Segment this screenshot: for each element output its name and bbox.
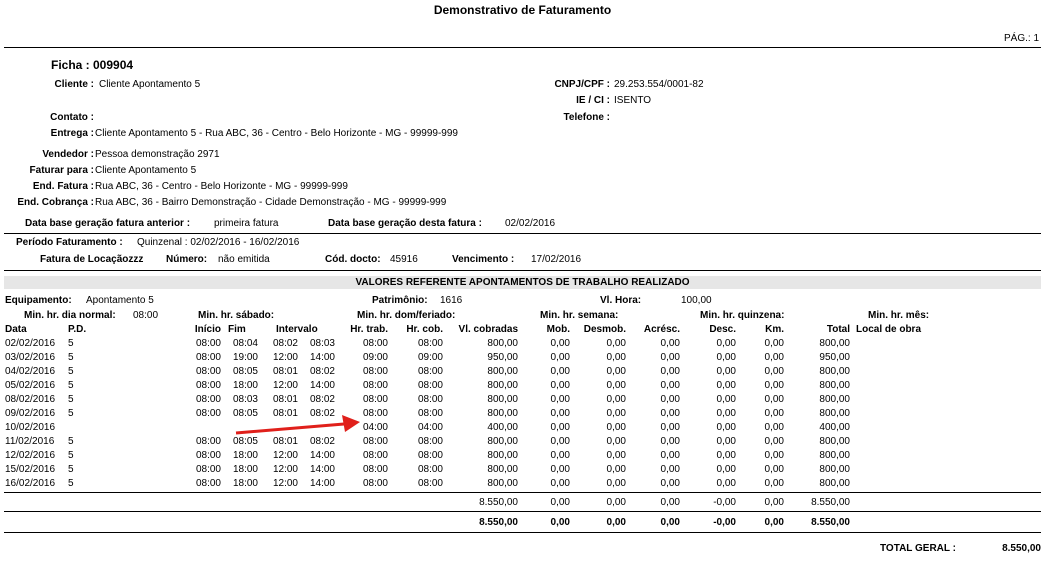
column-header-total: Total <box>826 324 850 335</box>
cell-vlcob: 800,00 <box>487 450 518 461</box>
cell-pd: 5 <box>68 450 74 461</box>
faturar-value: Cliente Apontamento 5 <box>95 165 197 176</box>
cell-mob: 0,00 <box>550 366 570 377</box>
cell-data: 02/02/2016 <box>5 338 56 349</box>
cell-data: 15/02/2016 <box>5 464 56 475</box>
cell-hrcob: 08:00 <box>417 436 443 447</box>
patrimonio-value: 1616 <box>440 295 463 306</box>
cell-hrcob: 08:00 <box>417 380 443 391</box>
cell-acresc: 0,00 <box>660 408 680 419</box>
column-header-desc: Desc. <box>709 324 736 335</box>
fatura-locacao-label: Fatura de Locaçãozzz <box>40 254 144 265</box>
min-semana-label: Min. hr. semana: <box>540 310 619 321</box>
cell-fim: 08:05 <box>232 366 258 377</box>
cell-desc: 0,00 <box>716 450 736 461</box>
cell-inicio: 08:00 <box>195 450 221 461</box>
cnpj-label: CNPJ/CPF : <box>554 79 610 90</box>
cell-mob: 0,00 <box>550 338 570 349</box>
grandtotal-total: 8.550,00 <box>811 517 850 528</box>
column-header-hrtrab: Hr. trab. <box>350 324 388 335</box>
database-anterior-value: primeira fatura <box>214 218 279 229</box>
cell-mob: 0,00 <box>550 352 570 363</box>
cliente-label: Cliente : <box>54 79 94 90</box>
subtotal-desmob: 0,00 <box>606 497 626 508</box>
cell-km: 0,00 <box>764 380 784 391</box>
cell-total: 400,00 <box>819 422 850 433</box>
report-title: Demonstrativo de Faturamento <box>433 3 612 17</box>
ie-label: IE / CI : <box>576 95 610 106</box>
column-header-desmob: Desmob. <box>583 324 626 335</box>
column-header-data: Data <box>5 324 27 335</box>
vendedor-value: Pessoa demonstração 2971 <box>95 149 220 160</box>
cell-pd: 5 <box>68 394 74 405</box>
cell-hrcob: 08:00 <box>417 450 443 461</box>
cell-desc: 0,00 <box>716 464 736 475</box>
cell-hrtrab: 08:00 <box>362 436 388 447</box>
cell-desmob: 0,00 <box>606 478 626 489</box>
cell-total: 800,00 <box>819 338 850 349</box>
cell-hrcob: 08:00 <box>417 464 443 475</box>
cell-km: 0,00 <box>764 450 784 461</box>
grandtotal-mob: 0,00 <box>550 517 570 528</box>
cell-mob: 0,00 <box>550 450 570 461</box>
periodo-value: Quinzenal : 02/02/2016 - 16/02/2016 <box>137 237 300 248</box>
cell-int1: 08:01 <box>272 408 298 419</box>
cell-desmob: 0,00 <box>606 338 626 349</box>
database-anterior-label: Data base geração fatura anterior : <box>25 218 191 229</box>
cell-data: 12/02/2016 <box>5 450 56 461</box>
page-number: PÁG.: 1 <box>1003 33 1039 44</box>
cell-inicio: 08:00 <box>195 380 221 391</box>
column-header-mob: Mob. <box>546 324 570 335</box>
cell-hrtrab: 08:00 <box>362 380 388 391</box>
cell-desmob: 0,00 <box>606 422 626 433</box>
cell-inicio: 08:00 <box>195 464 221 475</box>
cell-acresc: 0,00 <box>660 338 680 349</box>
endfatura-label: End. Fatura : <box>32 181 94 192</box>
cell-km: 0,00 <box>764 408 784 419</box>
cell-int1: 12:00 <box>272 380 298 391</box>
cell-hrtrab: 08:00 <box>362 464 388 475</box>
cell-data: 11/02/2016 <box>5 436 55 447</box>
cell-km: 0,00 <box>764 422 784 433</box>
cell-int1: 12:00 <box>272 352 298 363</box>
cell-int2: 14:00 <box>309 464 335 475</box>
cell-int1: 08:01 <box>272 394 298 405</box>
cell-mob: 0,00 <box>550 464 570 475</box>
section-banner-title: VALORES REFERENTE APONTAMENTOS DE TRABALHO REALIZADO <box>355 277 690 288</box>
column-header-inicio: Início <box>194 324 221 335</box>
cell-desc: 0,00 <box>716 394 736 405</box>
cell-fim: 08:05 <box>232 408 258 419</box>
subtotal-km: 0,00 <box>764 497 784 508</box>
cell-data: 08/02/2016 <box>5 394 56 405</box>
cell-int1: 12:00 <box>272 478 298 489</box>
telefone-label: Telefone : <box>563 112 610 123</box>
cell-hrcob: 08:00 <box>417 366 443 377</box>
cell-vlcob: 800,00 <box>487 436 518 447</box>
cell-int1: 08:02 <box>272 338 298 349</box>
cell-hrcob: 08:00 <box>417 338 443 349</box>
cell-pd: 5 <box>68 436 74 447</box>
cell-fim: 18:00 <box>232 380 258 391</box>
cell-total: 950,00 <box>819 352 850 363</box>
cell-vlcob: 800,00 <box>487 408 518 419</box>
cell-fim: 18:00 <box>232 450 258 461</box>
subtotal-total: 8.550,00 <box>811 497 850 508</box>
cell-pd: 5 <box>68 352 74 363</box>
cell-acresc: 0,00 <box>660 366 680 377</box>
cell-km: 0,00 <box>764 352 784 363</box>
grandtotal-divider-bottom <box>4 532 1041 533</box>
cell-acresc: 0,00 <box>660 478 680 489</box>
cell-hrtrab: 08:00 <box>362 394 388 405</box>
min-mes-label: Min. hr. mês: <box>868 310 930 321</box>
cell-acresc: 0,00 <box>660 394 680 405</box>
cell-mob: 0,00 <box>550 408 570 419</box>
subtotal-mob: 0,00 <box>550 497 570 508</box>
cell-total: 800,00 <box>819 450 850 461</box>
cell-hrcob: 04:00 <box>417 422 443 433</box>
cell-int2: 08:03 <box>309 338 335 349</box>
cell-pd: 5 <box>68 478 74 489</box>
cell-int2: 14:00 <box>309 380 335 391</box>
column-header-vlcob: Vl. cobradas <box>458 324 518 335</box>
cell-desmob: 0,00 <box>606 394 626 405</box>
cell-mob: 0,00 <box>550 380 570 391</box>
cell-total: 800,00 <box>819 394 850 405</box>
cell-desc: 0,00 <box>716 422 736 433</box>
cell-pd: 5 <box>68 366 74 377</box>
cell-acresc: 0,00 <box>660 464 680 475</box>
ie-value: ISENTO <box>614 95 652 106</box>
column-header-local: Local de obra <box>856 324 922 335</box>
cell-int1: 08:01 <box>272 366 298 377</box>
periodo-label: Período Faturamento : <box>16 237 123 248</box>
cell-desmob: 0,00 <box>606 366 626 377</box>
cnpj-value: 29.253.554/0001-82 <box>614 79 704 90</box>
endcobranca-value: Rua ABC, 36 - Bairro Demonstração - Cidade Demonstração - MG - 99999-999 <box>95 197 447 208</box>
equipamento-value: Apontamento 5 <box>86 295 154 306</box>
cell-total: 800,00 <box>819 478 850 489</box>
cell-hrtrab: 08:00 <box>362 450 388 461</box>
cell-inicio: 08:00 <box>195 366 221 377</box>
subtotal-divider <box>4 492 1041 493</box>
cell-acresc: 0,00 <box>660 380 680 391</box>
cell-inicio: 08:00 <box>195 394 221 405</box>
numero-label: Número: <box>166 254 208 265</box>
cell-hrtrab: 08:00 <box>362 366 388 377</box>
grandtotal-divider-top <box>4 511 1041 512</box>
cell-km: 0,00 <box>764 478 784 489</box>
coddocto-label: Cód. docto: <box>325 254 381 265</box>
cell-pd: 5 <box>68 464 74 475</box>
cell-mob: 0,00 <box>550 478 570 489</box>
cell-int1: 12:00 <box>272 464 298 475</box>
cell-inicio: 08:00 <box>195 478 221 489</box>
cell-data: 10/02/2016 <box>5 422 56 433</box>
cell-desc: 0,00 <box>716 380 736 391</box>
coddocto-value: 45916 <box>390 254 418 265</box>
vendedor-label: Vendedor : <box>42 149 94 160</box>
min-normal-value: 08:00 <box>133 310 159 321</box>
cell-acresc: 0,00 <box>660 352 680 363</box>
cliente-value: Cliente Apontamento 5 <box>99 79 201 90</box>
cell-data: 03/02/2016 <box>5 352 56 363</box>
cell-vlcob: 800,00 <box>487 394 518 405</box>
cell-int2: 08:02 <box>309 394 335 405</box>
cell-pd: 5 <box>68 408 74 419</box>
cell-fim: 18:00 <box>232 464 258 475</box>
cell-hrcob: 09:00 <box>417 352 443 363</box>
cell-desc: 0,00 <box>716 338 736 349</box>
endcobranca-label: End. Cobrança : <box>17 197 94 208</box>
contato-label: Contato : <box>50 112 94 123</box>
cell-acresc: 0,00 <box>660 422 680 433</box>
cell-fim: 08:05 <box>232 436 258 447</box>
entrega-label: Entrega : <box>50 128 94 139</box>
cell-km: 0,00 <box>764 394 784 405</box>
column-header-pd: P.D. <box>68 324 87 335</box>
total-geral-label: TOTAL GERAL : <box>880 543 956 554</box>
cell-vlcob: 800,00 <box>487 338 518 349</box>
vlhora-label: Vl. Hora: <box>600 295 642 306</box>
cell-km: 0,00 <box>764 464 784 475</box>
cell-data: 04/02/2016 <box>5 366 56 377</box>
subtotal-vlcob: 8.550,00 <box>479 497 518 508</box>
cell-desc: 0,00 <box>716 366 736 377</box>
cell-vlcob: 800,00 <box>487 478 518 489</box>
grandtotal-km: 0,00 <box>764 517 784 528</box>
column-header-fim: Fim <box>228 324 246 335</box>
vlhora-value: 100,00 <box>681 295 712 306</box>
cell-inicio: 08:00 <box>195 408 221 419</box>
patrimonio-label: Patrimônio: <box>372 295 428 306</box>
grandtotal-vlcob: 8.550,00 <box>479 517 518 528</box>
cell-int2: 08:02 <box>309 366 335 377</box>
cell-inicio: 08:00 <box>195 338 221 349</box>
cell-int1: 08:01 <box>272 436 298 447</box>
min-sabado-label: Min. hr. sábado: <box>198 310 275 321</box>
total-geral-value: 8.550,00 <box>1002 543 1041 554</box>
cell-hrtrab: 08:00 <box>362 338 388 349</box>
cell-mob: 0,00 <box>550 422 570 433</box>
cell-desmob: 0,00 <box>606 380 626 391</box>
cell-vlcob: 800,00 <box>487 366 518 377</box>
cell-pd: 5 <box>68 380 74 391</box>
cell-hrtrab: 09:00 <box>362 352 388 363</box>
cell-acresc: 0,00 <box>660 450 680 461</box>
cell-int1: 12:00 <box>272 450 298 461</box>
cell-data: 05/02/2016 <box>5 380 56 391</box>
cell-total: 800,00 <box>819 408 850 419</box>
cell-fim: 08:03 <box>232 394 258 405</box>
cell-mob: 0,00 <box>550 436 570 447</box>
cell-inicio: 08:00 <box>195 436 221 447</box>
cell-int2: 14:00 <box>309 450 335 461</box>
cell-km: 0,00 <box>764 338 784 349</box>
cell-fim: 18:00 <box>232 478 258 489</box>
cell-desc: 0,00 <box>716 478 736 489</box>
cell-desc: 0,00 <box>716 436 736 447</box>
column-header-hrcob: Hr. cob. <box>406 324 443 335</box>
cell-km: 0,00 <box>764 436 784 447</box>
cell-int2: 08:02 <box>309 436 335 447</box>
cell-data: 09/02/2016 <box>5 408 56 419</box>
cell-inicio: 08:00 <box>195 352 221 363</box>
cell-total: 800,00 <box>819 464 850 475</box>
cell-desc: 0,00 <box>716 408 736 419</box>
cell-int2: 14:00 <box>309 478 335 489</box>
cell-hrtrab: 04:00 <box>362 422 388 433</box>
cell-total: 800,00 <box>819 436 850 447</box>
cell-hrcob: 08:00 <box>417 394 443 405</box>
min-normal-label: Min. hr. dia normal: <box>24 310 116 321</box>
cell-desmob: 0,00 <box>606 464 626 475</box>
cell-total: 800,00 <box>819 366 850 377</box>
cell-vlcob: 950,00 <box>487 352 518 363</box>
grandtotal-desc: -0,00 <box>713 517 736 528</box>
cell-desc: 0,00 <box>716 352 736 363</box>
faturar-label: Faturar para : <box>29 165 94 176</box>
cell-vlcob: 800,00 <box>487 464 518 475</box>
cell-data: 16/02/2016 <box>5 478 56 489</box>
database-atual-label: Data base geração desta fatura : <box>328 218 482 229</box>
column-header-acresc: Acrésc. <box>643 324 680 335</box>
cell-vlcob: 800,00 <box>487 380 518 391</box>
cell-hrtrab: 08:00 <box>362 408 388 419</box>
entrega-value: Cliente Apontamento 5 - Rua ABC, 36 - Centro - Belo Horizonte - MG - 99999-999 <box>95 128 458 139</box>
cell-fim: 08:04 <box>232 338 258 349</box>
database-atual-value: 02/02/2016 <box>505 218 556 229</box>
equipamento-label: Equipamento: <box>5 295 72 306</box>
cell-hrcob: 08:00 <box>417 408 443 419</box>
min-domferiado-label: Min. hr. dom/feriado: <box>357 310 456 321</box>
endfatura-value: Rua ABC, 36 - Centro - Belo Horizonte - MG - 99999-999 <box>95 181 348 192</box>
cell-desmob: 0,00 <box>606 436 626 447</box>
cell-desmob: 0,00 <box>606 450 626 461</box>
grandtotal-desmob: 0,00 <box>606 517 626 528</box>
cell-vlcob: 400,00 <box>487 422 518 433</box>
cell-int2: 08:02 <box>309 408 335 419</box>
vencimento-value: 17/02/2016 <box>531 254 582 265</box>
min-quinzena-label: Min. hr. quinzena: <box>700 310 785 321</box>
subtotal-acresc: 0,00 <box>660 497 680 508</box>
subtotal-desc: -0,00 <box>713 497 736 508</box>
cell-mob: 0,00 <box>550 394 570 405</box>
cell-hrtrab: 08:00 <box>362 478 388 489</box>
vencimento-label: Vencimento : <box>452 254 515 265</box>
grandtotal-acresc: 0,00 <box>660 517 680 528</box>
cell-total: 800,00 <box>819 380 850 391</box>
ficha-number: Ficha : 009904 <box>51 58 134 72</box>
cell-int2: 14:00 <box>309 352 335 363</box>
numero-value: não emitida <box>218 254 270 265</box>
cell-fim: 19:00 <box>232 352 258 363</box>
cell-desmob: 0,00 <box>606 408 626 419</box>
cell-acresc: 0,00 <box>660 436 680 447</box>
cell-hrcob: 08:00 <box>417 478 443 489</box>
cell-pd: 5 <box>68 338 74 349</box>
cell-desmob: 0,00 <box>606 352 626 363</box>
column-header-intervalo: Intervalo <box>276 324 318 335</box>
cell-km: 0,00 <box>764 366 784 377</box>
column-header-km: Km. <box>765 324 784 335</box>
